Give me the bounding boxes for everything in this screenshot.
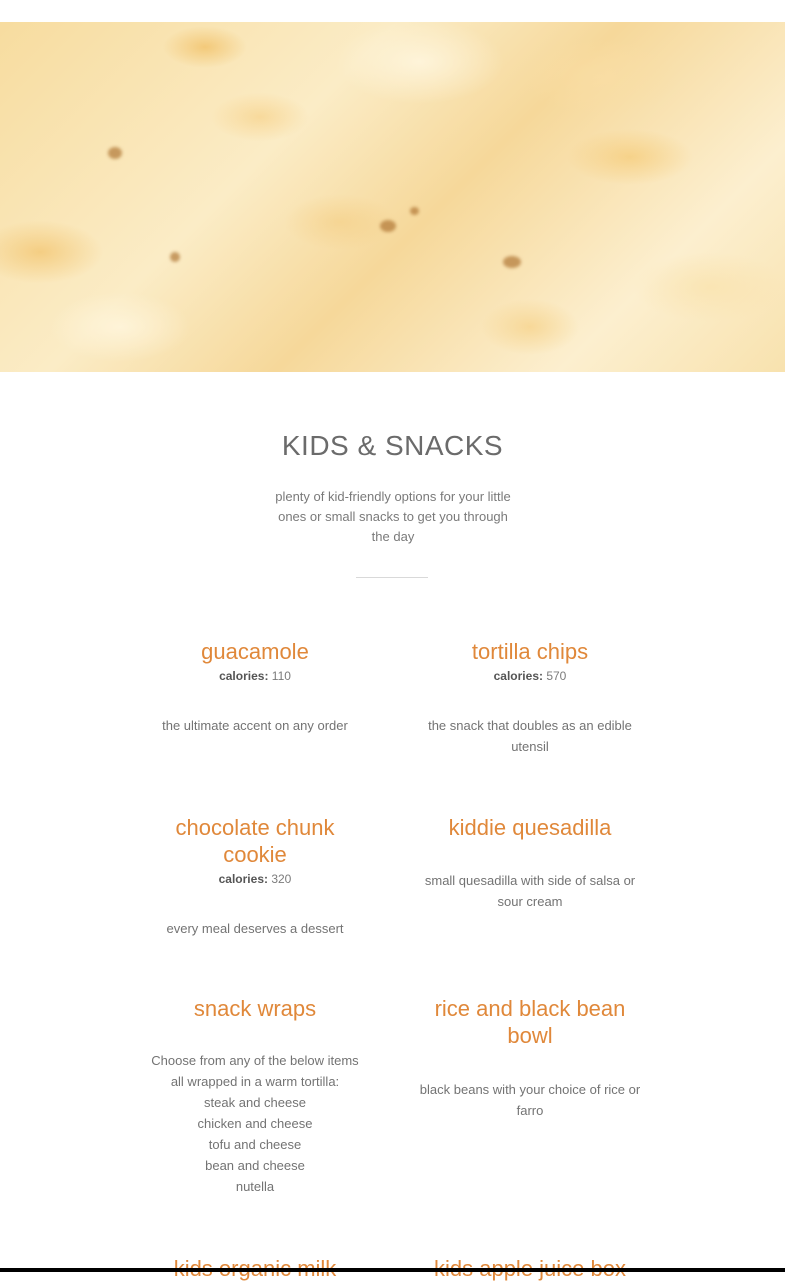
divider (356, 577, 428, 578)
item-description: the ultimate accent on any order (162, 718, 348, 733)
menu-item-rice-and-black-bean-bowl (405, 995, 655, 1121)
description-line: all wrapped in a warm tortilla: (170, 1074, 340, 1089)
item-description: small quesadilla with side of salsa or sour cream (424, 873, 636, 909)
menu-item-kiddie-quesadilla (405, 814, 655, 912)
menu-item-snack-wraps (130, 995, 380, 1197)
description-line: tofu and cheese (208, 1137, 302, 1152)
item-description: the snack that doubles as an edible utensil (428, 718, 632, 754)
calories-value: 110 (271, 669, 291, 683)
description-line: bean and cheese (205, 1158, 305, 1173)
menu-item-tortilla-chips (405, 638, 655, 757)
calories-value: 320 (271, 872, 292, 886)
item-name: chocolate chunk cookie (175, 815, 335, 867)
item-name: guacamole (201, 639, 309, 664)
item-name: rice and black bean bowl (434, 996, 626, 1048)
item-name: snack wraps (193, 996, 317, 1021)
menu-item-chocolate-chunk-cookie (130, 814, 380, 939)
item-calories (130, 668, 380, 684)
top-bar (0, 0, 785, 22)
item-name: tortilla chips (471, 639, 589, 664)
section-title: KIDS & SNACKS (281, 430, 504, 461)
bottom-edge (0, 1268, 785, 1272)
item-description (130, 1050, 380, 1197)
item-name: kiddie quesadilla (448, 815, 612, 840)
description-line: nutella (235, 1179, 275, 1194)
menu-item-guacamole (130, 638, 380, 736)
item-calories (405, 668, 655, 684)
hero-image (0, 22, 785, 372)
description-line: chicken and cheese (197, 1116, 313, 1131)
item-calories (130, 871, 380, 887)
description-line: steak and cheese (204, 1095, 306, 1110)
item-description: every meal deserves a dessert (166, 921, 344, 936)
item-description: black beans with your choice of rice or farro (419, 1082, 641, 1118)
section-subtitle: plenty of kid-friendly options for your little ones or small snacks to get you through the day (275, 489, 511, 544)
description-line: Choose from any of the below items (151, 1053, 359, 1068)
calories-label: calories: (218, 872, 268, 886)
calories-label: calories: (493, 669, 543, 683)
calories-value: 570 (546, 669, 567, 683)
calories-label: calories: (219, 669, 269, 683)
